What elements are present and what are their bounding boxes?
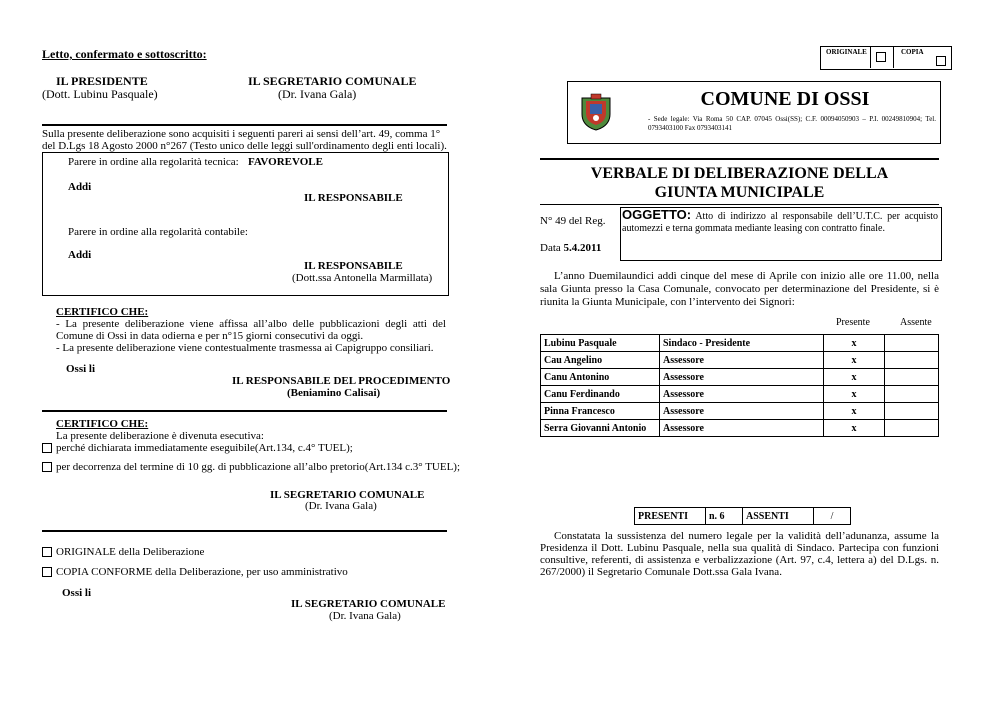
certifico-line-1: - La presente deliberazione viene affissa all’albo delle pubblicazioni degli atti del Comune di Ossi in data odierna e per n°15 giorni consecutivi da oggi. <box>56 318 446 342</box>
originale-label: ORIGINALE <box>826 48 867 56</box>
assenti-value: / <box>814 508 851 525</box>
certifico-line-2: - La presente deliberazione viene contestualmente trasmessa ai Capigruppo consiliari. <box>56 342 434 354</box>
presidente-title: IL PRESIDENTE <box>56 74 148 88</box>
data-label: Data <box>540 242 561 254</box>
segretario-title-2: IL SEGRETARIO COMUNALE <box>270 489 425 501</box>
favorevole-label: FAVOREVOLE <box>248 156 323 168</box>
table-row <box>541 386 939 403</box>
option-immediata-label: perché dichiarata immediatamente eseguibile(Art.134, c.4° TUEL); <box>56 442 353 454</box>
addi-label: Addi <box>68 181 92 193</box>
data-field <box>540 242 601 254</box>
presenti-table <box>634 507 851 525</box>
member-name: Lubinu Pasquale <box>541 335 660 352</box>
member-assente <box>885 386 939 403</box>
table-row <box>635 508 851 525</box>
member-role: Assessore <box>660 369 824 386</box>
copia-label: COPIA <box>901 48 924 56</box>
table-row <box>541 420 939 437</box>
verbale-title-2: GIUNTA MUNICIPALE <box>654 184 825 201</box>
verbale-title-1: VERBALE DI DELIBERAZIONE DELLA <box>590 165 889 182</box>
parere-contabile-label: Parere in ordine alla regolarità contabile: <box>68 226 248 238</box>
table-row <box>541 403 939 420</box>
reg-label: N° 49 del Reg. <box>540 215 606 227</box>
originale-option-label: ORIGINALE della Deliberazione <box>56 546 205 558</box>
assente-header: Assente <box>900 317 932 328</box>
member-name: Cau Angelino <box>541 352 660 369</box>
option-decorrenza-label: per decorrenza del termine di 10 gg. di pubblicazione all’albo pretorio(Art.134 c.3° TUEL); <box>56 461 461 473</box>
member-name: Canu Antonino <box>541 369 660 386</box>
member-name: Canu Ferdinando <box>541 386 660 403</box>
oggetto-text: Atto di indirizzo al responsabile dell’U.T.C. per acquisto automezzi e terna gommata mediante leasing con contratto finale. <box>622 211 938 234</box>
presidente-name: (Dott. Lubinu Pasquale) <box>42 87 158 101</box>
responsabile-name: (Dott.ssa Antonella Marmillata) <box>292 272 433 284</box>
member-role: Assessore <box>660 403 824 420</box>
members-table <box>540 334 939 437</box>
assenti-label: ASSENTI <box>743 508 814 525</box>
member-name: Serra Giovanni Antonio <box>541 420 660 437</box>
table-row <box>541 352 939 369</box>
member-assente <box>885 335 939 352</box>
checkbox-icon <box>42 443 52 453</box>
member-role: Sindaco - Presidente <box>660 335 824 352</box>
checkbox-icon <box>42 547 52 557</box>
segretario-name-2: (Dr. Ivana Gala) <box>305 500 377 512</box>
segretario-title: IL SEGRETARIO COMUNALE <box>248 74 417 88</box>
member-presente: x <box>824 369 885 386</box>
segretario-name: (Dr. Ivana Gala) <box>278 87 357 101</box>
pareri-intro: Sulla presente deliberazione sono acquisiti i seguenti pareri ai sensi dell’art. 49, comma 1° del D.Lgs 18 Agosto 2000 n°267 (Testo unico delle leggi sull'ordinamento degli enti locali). <box>42 128 447 152</box>
member-presente: x <box>824 420 885 437</box>
letto-header: Letto, confermato e sottoscritto: <box>42 47 207 61</box>
member-assente <box>885 352 939 369</box>
certifico-title: CERTIFICO CHE: <box>56 306 149 318</box>
addi-label-2: Addi <box>68 249 92 261</box>
presenti-value: n. 6 <box>706 508 743 525</box>
checkbox-icon <box>42 567 52 577</box>
responsabile-label-2: IL RESPONSABILE <box>304 260 403 272</box>
member-assente <box>885 403 939 420</box>
parere-tecnica-label: Parere in ordine alla regolarità tecnica: <box>68 156 239 168</box>
resp-procedimento-title: IL RESPONSABILE DEL PROCEDIMENTO <box>232 375 451 387</box>
copia-conforme-label: COPIA CONFORME della Deliberazione, per uso amministrativo <box>56 566 348 578</box>
ossi-li-label: Ossi li <box>66 363 96 375</box>
closing-paragraph: Constatata la sussistenza del numero legale per la validità dell’adunanza, assume la Presidenza il Dott. Lubinu Pasquale, nella sua qualità di Sindaco. Partecipa con funzioni consultive, referenti, di assistenza e verbalizzazione (Art. 97, c.4, lettera a) del D.Lgs. n. 267/2000) il Segretario Comunale Dott.ssa Gala Ivana. <box>540 530 939 578</box>
ossi-li-label-2: Ossi li <box>62 587 92 599</box>
intro-paragraph: L’anno Duemilaundici addì cinque del mese di Aprile con inizio alle ore 11.00, nella sala Giunta presso la Casa Comunale, convocato per determinazione del Presidente, si è riunita la Giunta Municipale, con l’intervento dei Signori: <box>540 270 939 308</box>
presente-header: Presente <box>836 317 870 328</box>
table-row <box>541 369 939 386</box>
segretario-title-3: IL SEGRETARIO COMUNALE <box>291 598 446 610</box>
crest-icon <box>578 92 614 137</box>
table-row <box>541 335 939 352</box>
member-role: Assessore <box>660 352 824 369</box>
option-immediata <box>42 442 353 454</box>
divider <box>42 124 447 126</box>
originale-option <box>42 546 204 558</box>
member-role: Assessore <box>660 420 824 437</box>
data-value: 5.4.2011 <box>563 242 602 254</box>
certifico-intro: La presente deliberazione è divenuta esecutiva: <box>56 430 264 442</box>
member-presente: x <box>824 352 885 369</box>
checkbox-icon <box>936 56 946 66</box>
resp-procedimento-name: (Beniamino Calisai) <box>287 387 381 399</box>
checkbox-icon <box>42 462 52 472</box>
oggetto-block <box>622 209 938 235</box>
divider <box>893 46 894 68</box>
checkbox-icon <box>876 52 886 62</box>
divider <box>42 410 447 412</box>
member-name: Pinna Francesco <box>541 403 660 420</box>
copia-conforme-option <box>42 566 348 578</box>
certifico-title-2: CERTIFICO CHE: <box>56 418 149 430</box>
divider <box>42 530 447 532</box>
member-presente: x <box>824 403 885 420</box>
member-assente <box>885 420 939 437</box>
divider <box>870 46 871 68</box>
comune-title: COMUNE DI OSSI <box>700 88 870 110</box>
divider <box>540 158 939 160</box>
responsabile-label: IL RESPONSABILE <box>304 192 403 204</box>
member-presente: x <box>824 386 885 403</box>
divider <box>540 204 939 205</box>
option-decorrenza <box>42 461 460 473</box>
member-presente: x <box>824 335 885 352</box>
segretario-name-3: (Dr. Ivana Gala) <box>329 610 401 622</box>
member-role: Assessore <box>660 386 824 403</box>
presenti-label: PRESENTI <box>635 508 706 525</box>
comune-address: - Sede legale: Via Roma 50 CAP. 07045 Ossi(SS); C.F. 00094050903 – P.I. 00249810904; Tel. 0793403100 Fax 0793403141 <box>648 115 936 132</box>
member-assente <box>885 369 939 386</box>
oggetto-label: OGGETTO: <box>622 207 692 222</box>
